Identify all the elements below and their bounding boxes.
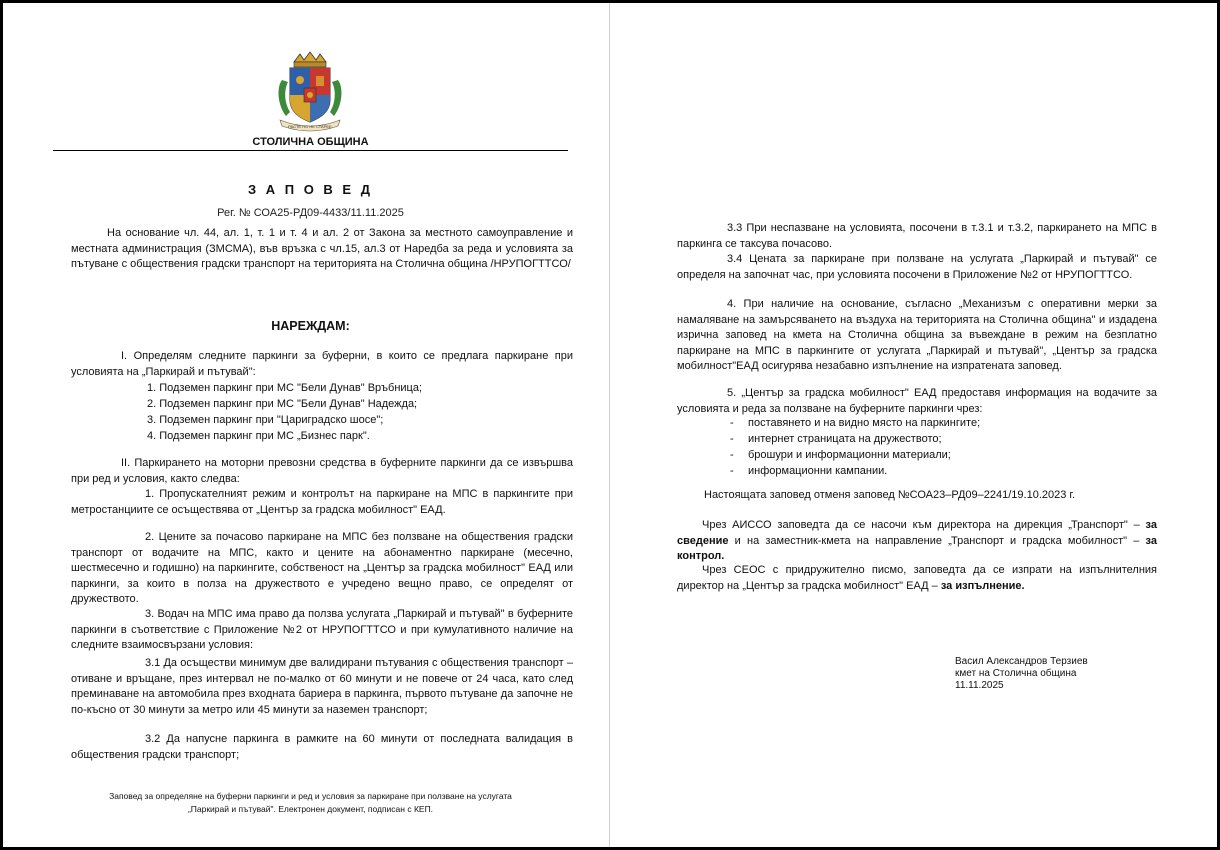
seos-routing: Чрез СЕОС с придружително писмо, заповедта да се изпрати на изпълнителния директор на „Център за градска мобилност" ЕАД – за изпълнение. (677, 564, 1157, 592)
list-item: 1. Подземен паркинг при МС "Бели Дунав" Връбница; (147, 382, 423, 394)
list-item: - брошури и информационни материали; (730, 449, 951, 461)
list-item: 3. Подземен паркинг при "Цариградско шосе"; (147, 414, 384, 426)
paragraph-3-4: 3.4 Цената за паркиране при ползване на услугата „Паркирай и пътувай" се определя на започнат час, при условията посочени в Приложение №2 от НРУПОГТТСО. (677, 253, 1157, 281)
repeal-notice: Настоящата заповед отменя заповед №СОА23–РД09–2241/19.10.2023 г. (704, 489, 1076, 501)
organization-name: СТОЛИЧНА ОБЩИНА (252, 136, 369, 148)
list-item: 2. Подземен паркинг при МС "Бели Дунав" Надежда; (147, 398, 418, 410)
paragraph-5: 5. „Център за градска мобилност" ЕАД предоставя информация на водачите за условията и реда за ползване на буферните паркинги чрез: (677, 387, 1157, 415)
paragraph-4: 4. При наличие на основание, съгласно „Механизъм с оперативни мерки за намаляване на замърсяването на въздуха на територията на Столична община" и издадена изрична заповед на кмета на Столична община за въвеждане в режим на безплатно паркиране на МПС в паркингите от услугата „Паркирай и пътувай", „Център за градска мобилност"ЕАД осигурява незабавно изпълнение на изпратената заповед. (677, 298, 1157, 372)
page-footer (53, 790, 568, 816)
paragraph-2-3: 3. Водач на МПС има право да ползва услугата „Паркирай и пътувай" в буферните паркинги в съответствие с Приложение №2 от НРУПОГТТСО и при кумулативното наличие на следните взаимосвързани условия: (71, 608, 573, 651)
paragraph-3-3: 3.3 При неспазване на условията, посочени в т.3.1 и т.3.2, паркирането на МПС в паркинга се таксува почасово. (677, 222, 1157, 250)
paragraph-3-2: 3.2 Да напусне паркинга в рамките на 60 минути от последната валидация в обществения градски транспорт; (71, 733, 573, 761)
list-item: - информационни кампании. (730, 465, 888, 477)
page-divider (609, 3, 610, 847)
parking-list (147, 380, 422, 444)
section-2-intro: II. Паркирането на моторни превозни средства в буферните паркинги да се извършва при ред и условия, както следва: (71, 457, 573, 485)
signature-block (955, 656, 1088, 692)
header-rule (53, 150, 568, 151)
paragraph-2-1: 1. Пропускателният режим и контролът на паркиране на МПС в паркингите при метростанциите се осъществява от „Център за градска мобилност" ЕАД. (71, 488, 573, 516)
signatory-role: кмет на Столична община (955, 668, 1077, 679)
list-item: 4. Подземен паркинг при МС „Бизнес парк". (147, 430, 370, 442)
list-item: - поставянето и на видно място на паркингите; (730, 417, 981, 429)
info-channels-list (730, 415, 980, 479)
preamble: На основание чл. 44, ал. 1, т. 1 и т. 4 и ал. 2 от Закона за местното самоуправление и местната администрация (ЗМСМА), във връзка с чл.15, ал.3 от Наредба за реда и условията за пътуване с обществения градски транспорт на територията на Столична община /НРУПОГТТСО/ (71, 227, 573, 270)
aisso-routing: Чрез АИССО заповедта да се насочи към директора на дирекция „Транспорт" – за сведение и на заместник-кмета на направление „Транспорт и градска мобилност" – за контрол. (677, 519, 1157, 562)
signatory-name: Васил Александров Терзиев (955, 656, 1088, 667)
document-title: З А П О В Е Д (248, 182, 373, 197)
list-item: - интернет страницата на дружеството; (730, 433, 942, 445)
order-heading: НАРЕЖДАМ: (271, 319, 350, 333)
crest-motto: РАСТЕ НО НЕ СТАРЕЕ (288, 124, 332, 129)
registration-number: Рег. № СОА25-РД09-4433/11.11.2025 (217, 207, 404, 219)
paragraph-3-1: 3.1 Да осъществи минимум две валидирани пътувания с обществения транспорт – отиване и връщане, през интервал не по-малко от 60 минути и не повече от 24 часа, като след преминаване на автомобила през входната бариера в паркинга, първото пътуване да започне не по-късно от 30 минути за метро или 45 минути за наземен транспорт; (71, 657, 573, 716)
footer-line: „Паркирай и пътувай". Електронен документ, подписан с КЕП. (187, 804, 434, 814)
signature-date: 11.11.2025 (955, 680, 1004, 691)
section-1-intro: I. Определям следните паркинги за буферни, в които се предлага паркиране при условията на „Паркирай и пътувай": (71, 350, 573, 378)
paragraph-2-2: 2. Цените за почасово паркиране на МПС без ползване на обществения градски транспорт от водачите на МПС, както и цените на абонаментно паркиране (месечно, шестмесечно и годишно) на паркингите, собственост на „Център за градска мобилност" ЕАД или паркинги, за които в полза на дружеството е учредено вещно право, се определят от дружеството. (71, 531, 573, 605)
sofia-crest-icon (274, 50, 346, 136)
footer-line: Заповед за определяне на буферни паркинги и ред и условия за паркиране при ползване на услугата (109, 791, 512, 801)
